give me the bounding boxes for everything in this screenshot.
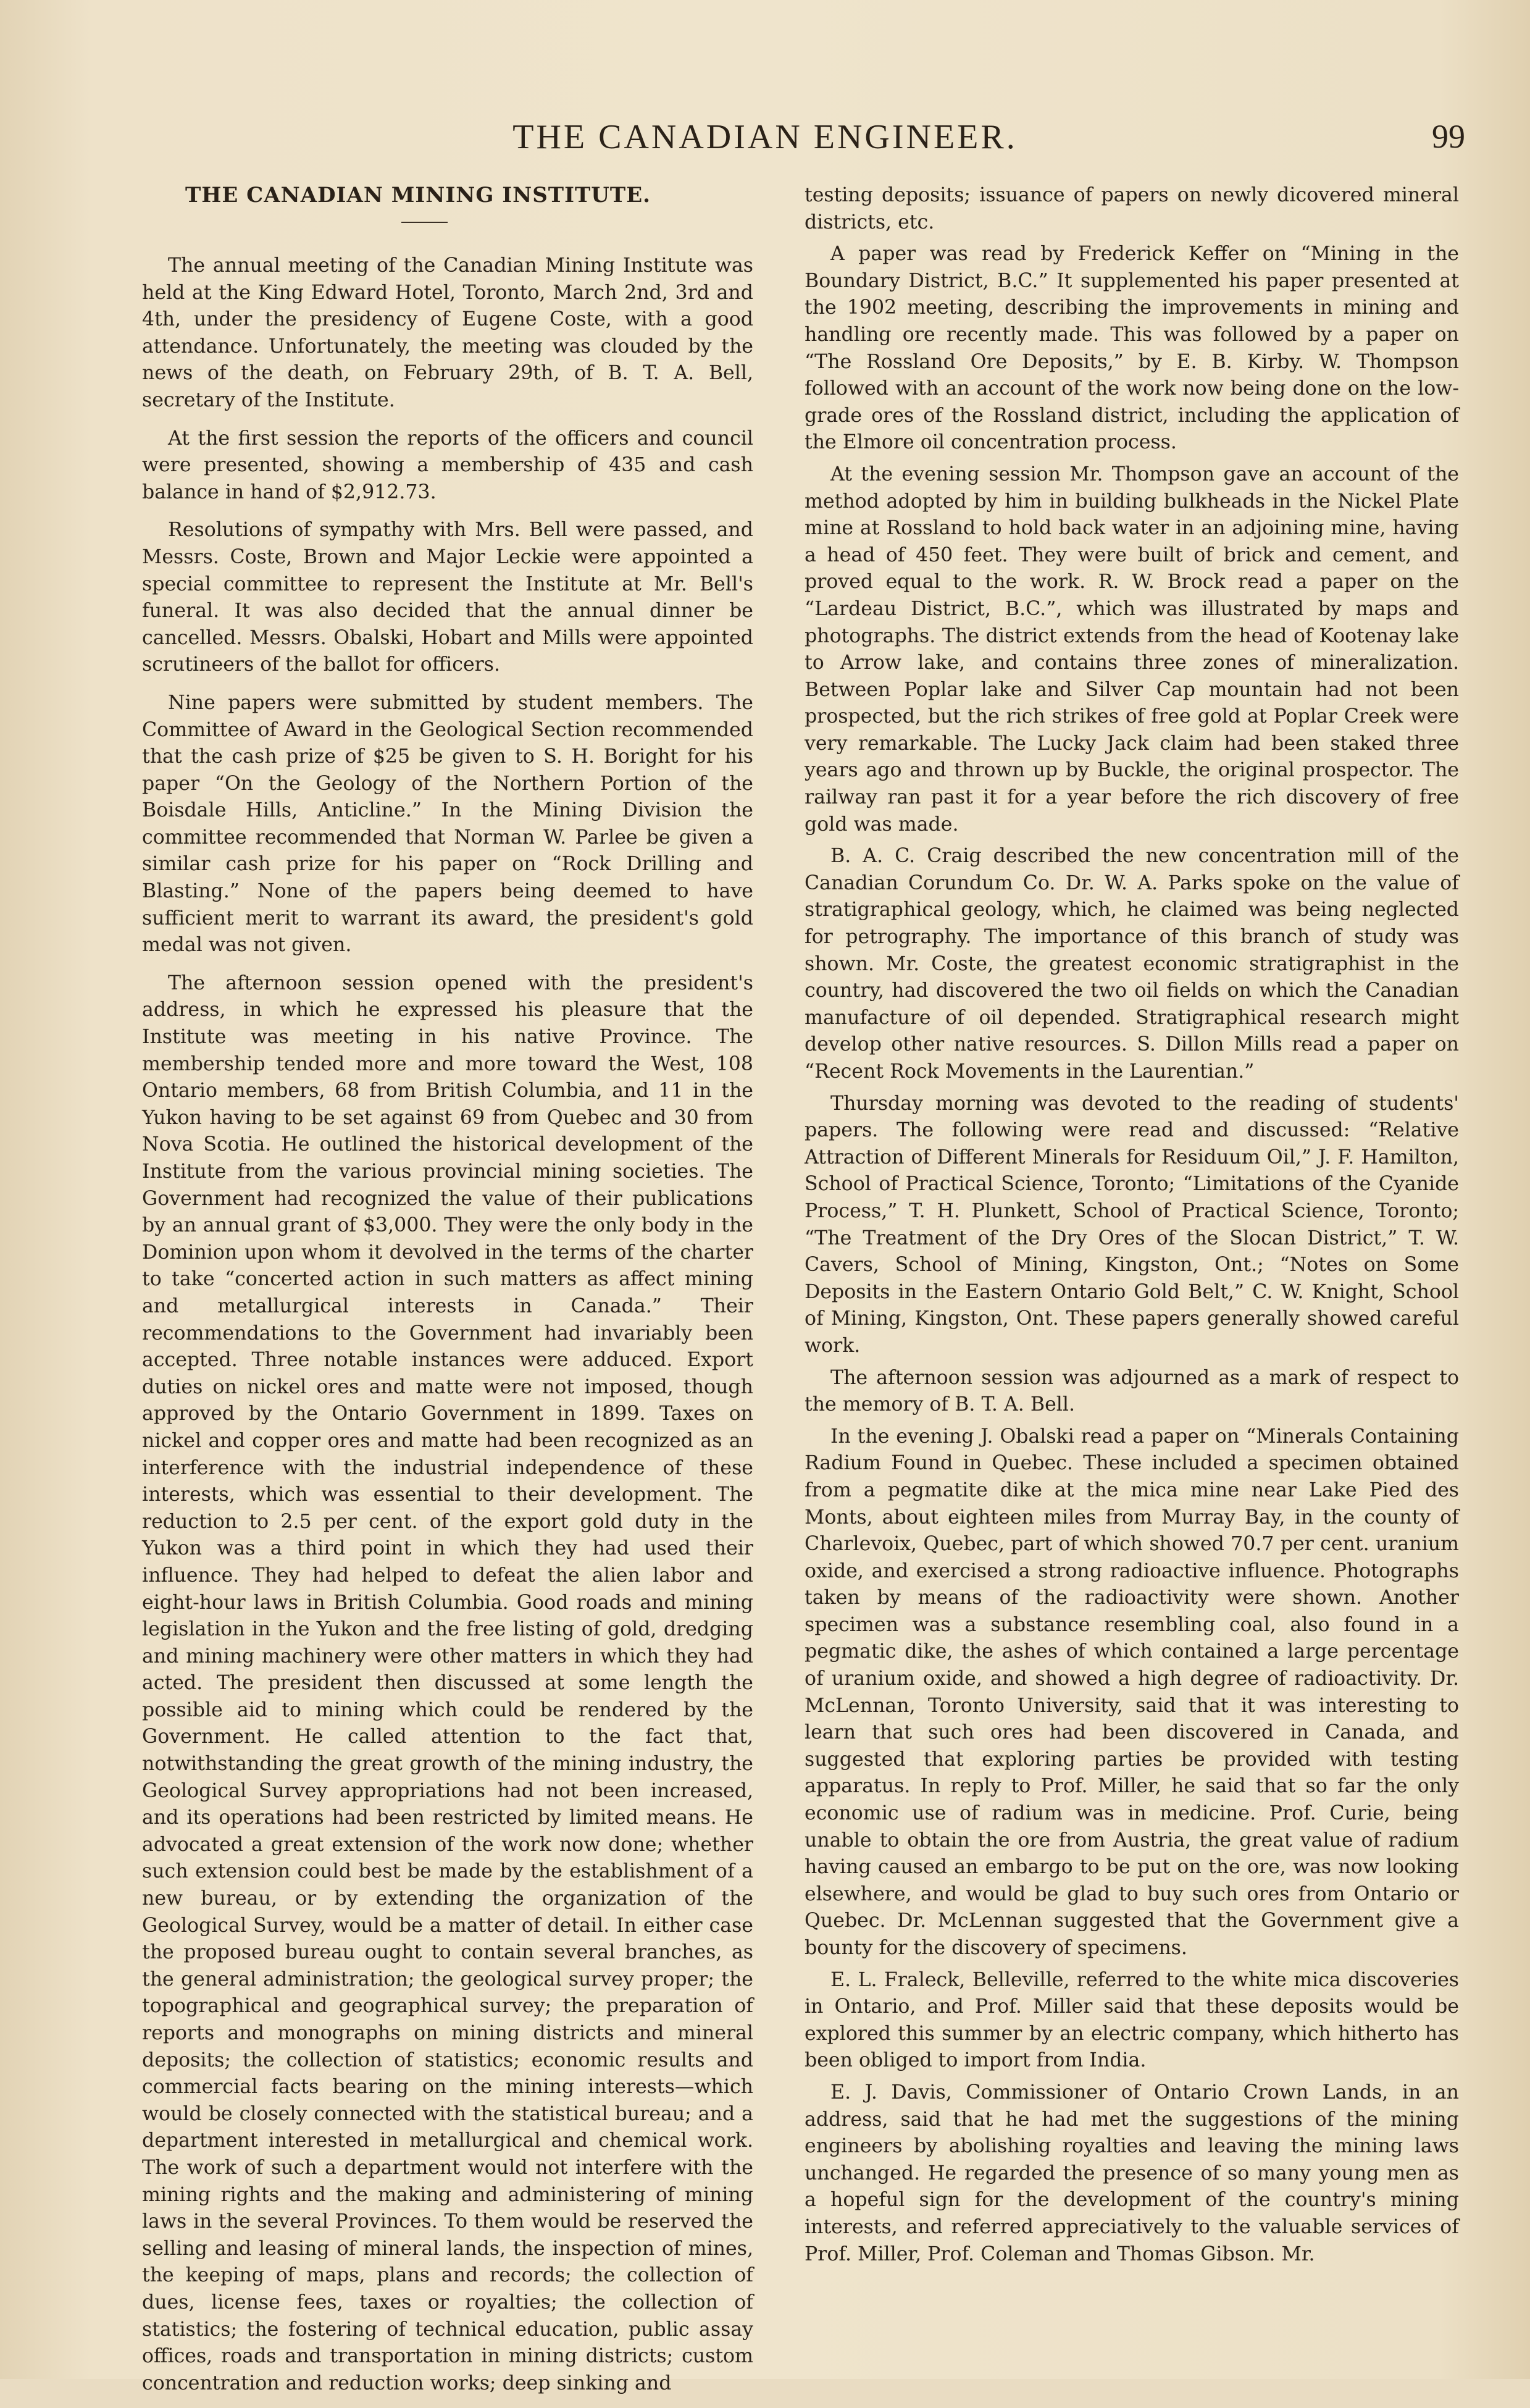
paragraph: Nine papers were submitted by student members. The Committee of Award in the Geological Section recommended that the cash prize of $25 be given to S. H. Boright for his paper “On the Geology of the Northern Portion of the Boisdale Hills, Anticline.” In the Mining Division the committee recommended that Norman W. Parlee be given a similar cash prize for his paper on “Rock Drilling and Blasting.” None of the papers being deemed to have sufficient merit to warrant its award, the president's gold medal was not given. <box>142 691 753 957</box>
paragraph: Thursday morning was devoted to the reading of students' papers. The following were read and discussed: “Relative Attraction of Different Minerals for Residuum Oil,” J. F. Hamilton, School of Practical Science, Toronto; “Limitations of the Cyanide Process,” T. H. Plunkett, School of Practical Science, Toronto; “The Treatment of the Dry Ores of the Slocan District,” T. W. Cavers, School of Mining, Kingston, Ont.; “Notes on Some Deposits in the Eastern Ontario Gold Belt,” C. W. Knight, School of Mining, Kingston, Ont. These papers generally showed careful work. <box>805 1092 1459 1357</box>
paragraph: At the evening session Mr. Thompson gave an account of the method adopted by him in building bulkheads in the Nickel Plate mine at Rossland to hold back water in an adjoining mine, having a head of 450 feet. They were built of brick and cement, and proved equal to the work. R. W. Brock read a paper on the “Lardeau District, B.C.”, which was illustrated by maps and photographs. The district extends from the head of Kootenay lake to Arrow lake, and contains three zones of mineralization. Between Poplar lake and Silver Cap mountain had not been prospected, but the rich strikes of free gold at Poplar Creek were very remarkable. The Lucky Jack claim had been staked three years ago and thrown up by Buckle, the original prospector. The railway ran past it for a year before the rich discovery of free gold was made. <box>805 463 1459 836</box>
paragraph: The annual meeting of the Canadian Mining Institute was held at the King Edward Hotel, Toronto, March 2nd, 3rd and 4th, under the presidency of Eugene Coste, with a good attendance. Unfortunately, the meeting was clouded by the news of the death, on February 29th, of B. T. A. Bell, secretary of the Institute. <box>142 254 753 411</box>
running-title: THE CANADIAN ENGINEER. <box>512 118 1018 156</box>
page-header <box>0 117 1530 161</box>
article-title: THE CANADIAN MINING INSTITUTE. <box>185 183 651 208</box>
right-column <box>805 182 1459 2273</box>
page-number: 99 <box>1432 118 1465 155</box>
paragraph: E. J. Davis, Commissioner of Ontario Crown Lands, in an address, said that he had met the suggestions of the mining engineers by abolishing royalties and leaving the mining laws unchanged. He regarded the presence of so many young men as a hopeful sign for the development of the country's mining interests, and referred appreciatively to the valuable services of Prof. Miller, Prof. Coleman and Thomas Gibson. Mr. <box>805 2081 1459 2265</box>
paragraph: At the first session the reports of the officers and council were presented, showing a membership of 435 and cash balance in hand of $2,912.73. <box>142 427 753 503</box>
title-divider <box>401 222 448 223</box>
paragraph: The afternoon session opened with the president's address, in which he expressed his pleasure that the Institute was meeting in his native Province. The membership tended more and more toward the West, 108 Ontario members, 68 from British Columbia, and 11 in the Yukon having to be set against 69 from Quebec and 30 from Nova Scotia. He outlined the historical development of the Institute from the various provincial mining societies. The Government had recognized the value of their publications by an annual grant of $3,000. They were the only body in the Dominion upon whom it devolved in the terms of the charter to take “concerted action in such matters as affect mining and metallurgical interests in Canada.” Their recommendations to the Government had invariably been accepted. Three notable instances were adduced. Export duties on nickel ores and matte were not imposed, though approved by the Ontario Government in 1899. Taxes on nickel and copper ores and matte had been recognized as an interference with the industrial independence of these interests, which was essential to their development. The reduction to 2.5 per cent. of the export gold duty in the Yukon was a third point in which they had used their influence. They had helped to defeat the alien labor and eight-hour laws in British Columbia. Good roads and mining legislation in the Yukon and the free listing of gold, dredging and mining machinery were other matters in which they had acted. The president then discussed at some length the possible aid to mining which could be rendered by the Government. He called attention to the fact that, notwithstanding the great growth of the mining industry, the Geological Survey appropriations had not been increased, and its operations had been restricted by limited means. He advocated a great extension of the work now done; whether such extension could best be made by the establishment of a new bureau, or by extending the organization of the Geological Survey, would be a matter of detail. In either case the proposed bureau ought to contain several branches, as the general administration; the geological survey proper; the topographical and geographical survey; the preparation of reports and monographs on mining districts and mineral deposits; the collection of statistics; economic results and commercial facts bearing on the mining interests—which would be closely connected with the statistical bureau; and a department interested in metallurgical and chemical work. The work of such a department would not interfere with the mining rights and the making and administering of mining laws in the several Provinces. To them would be reserved the selling and leasing of mineral lands, the inspection of mines, the keeping of maps, plans and records; the collection of dues, license fees, taxes or royalties; the collection of statistics; the fostering of technical education, public assay offices, roads and transportation in mining districts; custom concentration and reduction works; deep sinking and <box>142 971 753 2394</box>
paragraph: E. L. Fraleck, Belleville, referred to the white mica discoveries in Ontario, and Prof. Miller said that these deposits would be explored this summer by an electric company, which hitherto has been obliged to import from India. <box>805 1968 1459 2072</box>
paragraph: B. A. C. Craig described the new concentration mill of the Canadian Corundum Co. Dr. W. A. Parks spoke on the value of stratigraphical geology, which, he claimed was being neglected for petrography. The importance of this branch of study was shown. Mr. Coste, the greatest economic stratigraphist in the country, had discovered the two oil fields on which the Canadian manufacture of oil depended. Stratigraphical research might develop other native resources. S. Dillon Mills read a paper on “Recent Rock Movements in the Laurentian.” <box>805 845 1459 1083</box>
left-column <box>142 182 753 2408</box>
paragraph-continuation: testing deposits; issuance of papers on newly dicovered mineral districts, etc. <box>805 184 1459 233</box>
paragraph: A paper was read by Frederick Keffer on “Mining in the Boundary District, B.C.” It supplemented his paper presented at the 1902 meeting, describing the improvements in mining and handling ore recently made. This was followed by a paper on “The Rossland Ore Deposits,” by E. B. Kirby. W. Thompson followed with an account of the work now being done on the low-grade ores of the Rossland district, including the application of the Elmore oil concentration process. <box>805 243 1459 454</box>
paragraph: Resolutions of sympathy with Mrs. Bell were passed, and Messrs. Coste, Brown and Major Leckie were appointed a special committee to represent the Institute at Mr. Bell's funeral. It was also decided that the annual dinner be cancelled. Messrs. Obalski, Hobart and Mills were appointed scrutineers of the ballot for officers. <box>142 519 753 676</box>
paragraph: The afternoon session was adjourned as a mark of respect to the memory of B. T. A. Bell. <box>805 1366 1459 1416</box>
paragraph: In the evening J. Obalski read a paper on “Minerals Containing Radium Found in Quebec. These included a specimen obtained from a pegmatite dike at the mica mine near Lake Pied des Monts, about eighteen miles from Murray Bay, in the county of Charlevoix, Quebec, part of which showed 70.7 per cent. uranium oxide, and exercised a strong radioactive influence. Photographs taken by means of the radioactivity were shown. Another specimen was a substance resembling coal, also found in a pegmatic dike, the ashes of which contained a large percentage of uranium oxide, and showed a high degree of radioactivity. Dr. McLennan, Toronto University, said that it was interesting to learn that such ores had been discovered in Canada, and suggested that exploring parties be provided with testing apparatus. In reply to Prof. Miller, he said that so far the only economic use of radium was in medicine. Prof. Curie, being unable to obtain the ore from Austria, the great value of radium having caused an embargo to be put on the ore, was now looking elsewhere, and would be glad to buy such ores from Ontario or Quebec. Dr. McLennan suggested that the Government give a bounty for the discovery of specimens. <box>805 1425 1459 1959</box>
